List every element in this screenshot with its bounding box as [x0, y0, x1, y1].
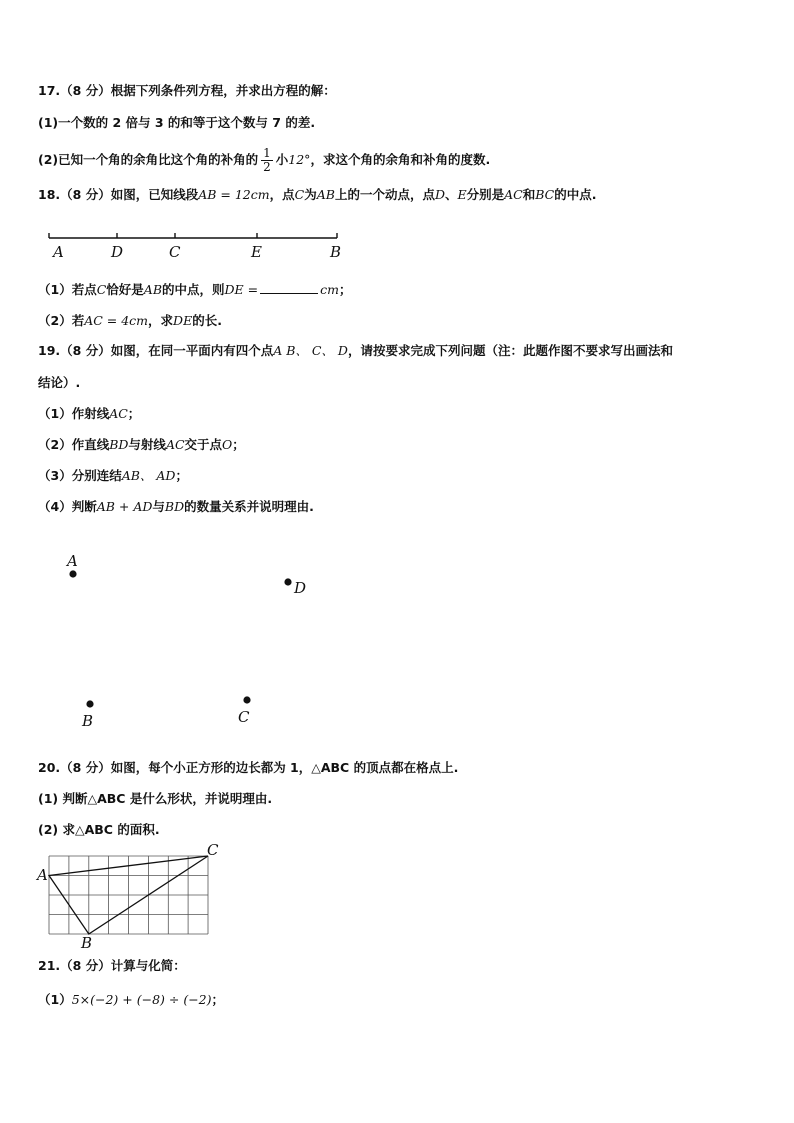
q18-part2: （2）若AC = 4cm，求DE的长. — [38, 313, 222, 328]
point-label-d: D — [294, 579, 307, 597]
q18-heading: 18.（8 分）如图，已知线段AB = 12cm，点C为AB上的一个动点，点D、E分别是AC和BC的中点. — [38, 187, 597, 202]
tri-label-c: C — [207, 841, 219, 859]
seg-label-c: C — [169, 243, 181, 261]
grid — [49, 856, 208, 934]
q17-part2: (2)已知一个角的余角比这个角的补角的 $\frac{1}{2}$ 小12°，求这个角的余角和补角的度数. — [38, 146, 491, 174]
q19-heading: 19.（8 分）如图，在同一平面内有四个点A B、 C、 D，请按要求完成下列问题（注：此题作图不要求写出画法和 — [38, 343, 673, 358]
q19-part3: （3）分别连结AB、 AD； — [38, 468, 188, 483]
q20-part1: (1) 判断△ABC 是什么形状，并说明理由. — [38, 791, 273, 806]
tri-label-a: A — [37, 866, 48, 884]
point-label-b: B — [82, 712, 94, 730]
q21-heading: 21.（8 分）计算与化简： — [38, 958, 186, 973]
q19-part4: （4）判断AB + AD与BD的数量关系并说明理由. — [38, 499, 314, 514]
q20-part2: (2) 求△ABC 的面积. — [38, 822, 160, 837]
fraction-half: $\frac{1}{2}$ — [263, 146, 271, 174]
point-label-c: C — [238, 708, 250, 726]
point-label-a: A — [67, 552, 78, 570]
q20-heading: 20.（8 分）如图，每个小正方形的边长都为 1，△ABC 的顶点都在格点上. — [38, 760, 459, 775]
seg-label-a: A — [53, 243, 64, 261]
seg-label-b: B — [330, 243, 342, 261]
q18-part1: （1）若点C恰好是AB的中点，则DE = cm； — [38, 282, 352, 297]
q21-part1: （1）5×(−2) + (−8) ÷ (−2)； — [38, 992, 225, 1007]
q19-part2: （2）作直线BD与射线AC交于点O； — [38, 437, 245, 452]
q19-part1: （1）作射线AC； — [38, 406, 141, 421]
q17-heading: 17.（8 分）根据下列条件列方程，并求出方程的解： — [38, 83, 336, 98]
q17-part1: (1)一个数的 2 倍与 3 的和等于这个数与 7 的差. — [38, 115, 316, 130]
tri-label-b: B — [81, 934, 93, 952]
seg-label-d: D — [111, 243, 124, 261]
seg-label-e: E — [251, 243, 262, 261]
q19-heading-cont: 结论）. — [38, 375, 81, 390]
